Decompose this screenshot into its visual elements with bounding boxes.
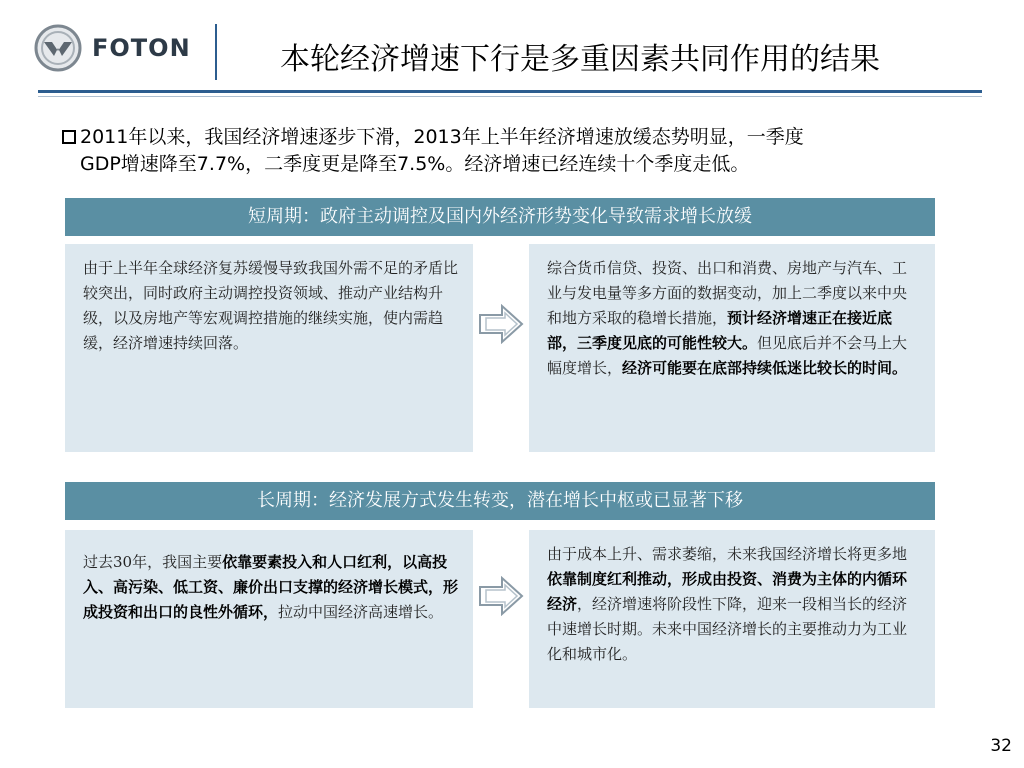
- intro-line-1: 2011年以来，我国经济增速逐步下滑，2013年上半年经济增速放缓态势明显，一季度: [80, 126, 804, 148]
- logo-text: FOTON: [92, 34, 191, 62]
- long-cycle-past-b: 依靠要素投入和人口红利，以高投入、高污染、低工资、廉价出口支撑的经济增长模式，形成投资和出口的良性外循环，: [83, 553, 459, 621]
- short-cycle-outlook-a: 综合货币信贷、投资、出口和消费、房地产与汽车、工业与发电量等多方面的数据变动，加上二季度以来中央和地方采取的稳增长措施，: [547, 259, 908, 327]
- long-cycle-future-a: 由于成本上升、需求萎缩，未来我国经济增长将更多地: [547, 545, 908, 563]
- short-cycle-outlook-box: [529, 244, 935, 452]
- intro-paragraph: [62, 124, 972, 178]
- long-cycle-future-box: [529, 530, 935, 708]
- short-cycle-cause-box: [65, 244, 473, 452]
- slide-title: 本轮经济增速下行是多重因素共同作用的结果: [280, 42, 880, 77]
- long-cycle-past-a: 过去30年，我国主要: [83, 553, 223, 571]
- intro-line-2: GDP增速降至7.7%，二季度更是降至7.5%。经济增速已经连续十个季度走低。: [80, 153, 750, 175]
- short-cycle-outlook-c: 但见底后并不会马上大幅度增长，: [547, 334, 908, 377]
- page-number: 32: [990, 736, 1012, 756]
- short-cycle-outlook-b: 预计经济增速正在接近底部，三季度见底的可能性较大。: [547, 309, 893, 352]
- long-cycle-past-box: [65, 530, 473, 708]
- short-cycle-cause-text: 由于上半年全球经济复苏缓慢导致我国外需不足的矛盾比较突出，同时政府主动调控投资领域、推动产业结构升级，以及房地产等宏观调控措施的继续实施，使内需趋缓，经济增速持续回落。: [83, 259, 459, 352]
- foton-logo: [34, 24, 191, 72]
- slide-header: [0, 0, 1024, 100]
- square-bullet-icon: [62, 130, 76, 144]
- right-arrow-icon: [478, 576, 524, 616]
- foton-emblem-icon: [34, 24, 82, 72]
- short-cycle-outlook-d: 经济可能要在底部持续低迷比较长的时间。: [622, 359, 908, 377]
- header-divider: [215, 24, 217, 80]
- long-cycle-past-c: 拉动中国经济高速增长。: [278, 603, 444, 621]
- long-cycle-heading: 长周期：经济发展方式发生转变，潜在增长中枢或已显著下移: [65, 482, 935, 520]
- long-cycle-future-b: 依靠制度红利推动，形成由投资、消费为主体的内循环经济: [547, 570, 908, 613]
- short-cycle-heading: 短周期：政府主动调控及国内外经济形势变化导致需求增长放缓: [65, 198, 935, 236]
- right-arrow-icon: [478, 304, 524, 344]
- title-rule: [38, 90, 982, 93]
- long-cycle-future-c: ，经济增速将阶段性下降，迎来一段相当长的经济中速增长时期。未来中国经济增长的主要推动力为工业化和城市化。: [547, 595, 908, 663]
- title-rule-thin: [38, 96, 982, 97]
